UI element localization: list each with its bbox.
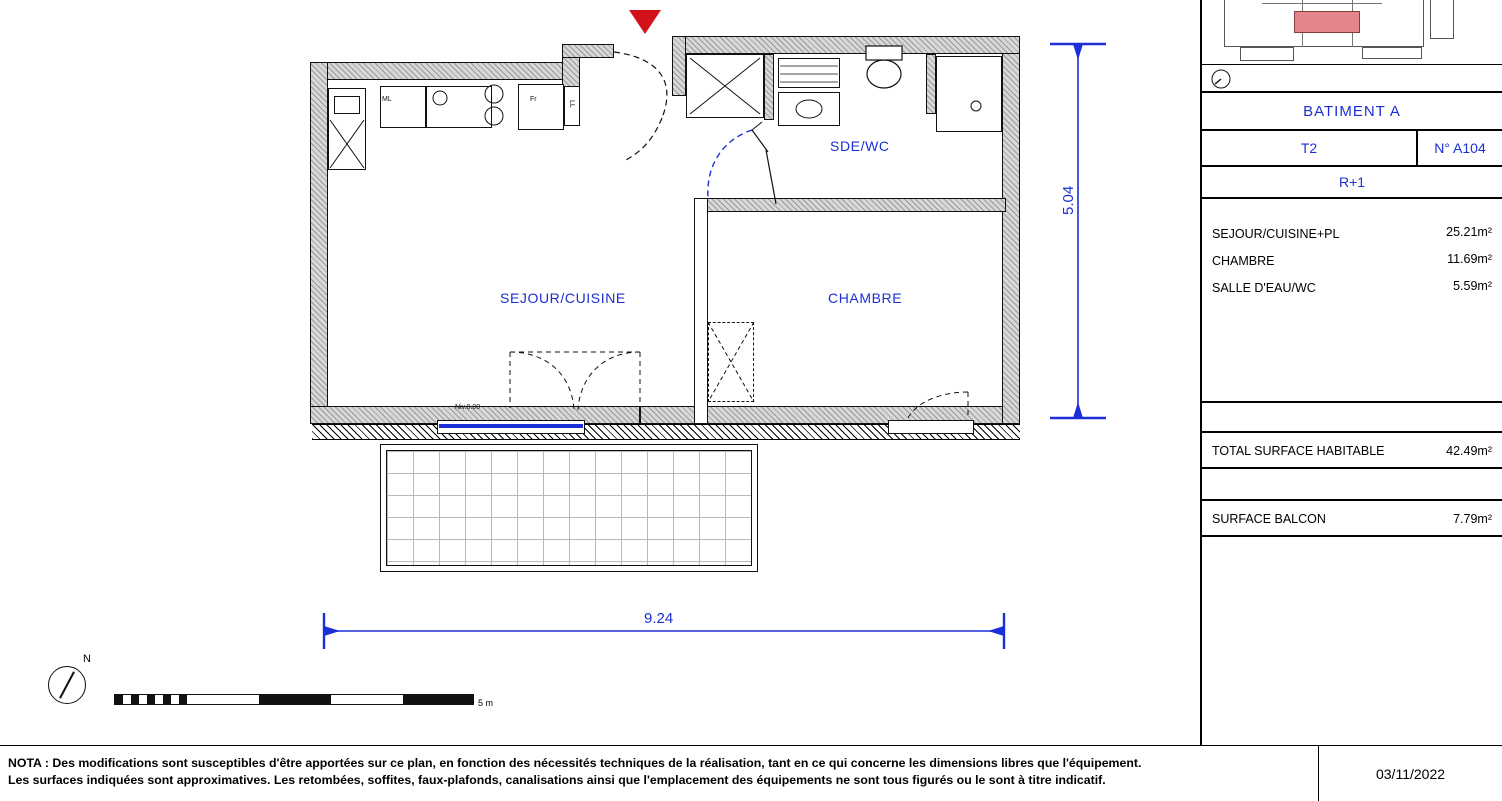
wall-bedroom-partition — [694, 198, 708, 424]
wall-top-left — [310, 62, 580, 80]
window-bedroom — [888, 420, 974, 434]
panel-number-label: N° A104 — [1434, 140, 1486, 156]
panel-surfaces-cell — [1201, 198, 1502, 402]
bathroom-shelf — [778, 58, 840, 88]
nota-line-1: NOTA : Des modifications sont susceptibles d'être apportées sur ce plan, en fonction des nécessités techniques de la réalisation, tant en ce qui concerne les dimensions libres que l'équipement. — [8, 756, 1142, 770]
wall-entry-top — [562, 44, 614, 58]
panel-total-spacer — [1201, 402, 1502, 432]
surface-row — [1212, 225, 1492, 243]
panel-type-label: T2 — [1300, 140, 1318, 156]
wall-bathroom-partition — [694, 198, 1006, 212]
panel-balcony-spacer — [1201, 468, 1502, 500]
panel-level-cell — [1201, 166, 1502, 198]
washing-machine — [380, 86, 426, 128]
kitchen-sink-basin — [334, 96, 360, 114]
window-living-glass — [439, 424, 583, 428]
panel-building-cell — [1201, 92, 1502, 130]
closet-pl — [686, 54, 764, 118]
scale-bar-label: 5 m — [478, 698, 494, 708]
surface-row — [1212, 252, 1492, 270]
panel-building-label: BATIMENT A — [1303, 102, 1401, 120]
nota-text-block — [8, 755, 1308, 789]
wall-entry-right — [672, 36, 686, 96]
room-label-sde-wc: SDE/WC — [830, 138, 890, 154]
surface-value: 25.21m² — [1446, 225, 1492, 239]
fridge — [518, 84, 564, 130]
panel-type-cell — [1201, 130, 1417, 166]
total-label: TOTAL SURFACE HABITABLE — [1212, 444, 1385, 458]
room-label-chambre: CHAMBRE — [828, 290, 903, 306]
panel-total-cell — [1201, 432, 1502, 468]
compass-north-label: N — [83, 653, 91, 665]
wall-shower-partition — [926, 54, 936, 114]
panel-balcony-cell — [1201, 500, 1502, 536]
shower-tray — [936, 56, 1002, 132]
key-plan-footer-cell — [1201, 64, 1502, 92]
scale-bar — [114, 694, 474, 705]
surface-label: CHAMBRE — [1212, 254, 1275, 268]
panel-level-label: R+1 — [1338, 174, 1366, 190]
total-value: 42.49m² — [1446, 444, 1492, 458]
room-label-sejour-cuisine: SEJOUR/CUISINE — [500, 290, 626, 306]
surface-row — [1212, 279, 1492, 297]
bathroom-vanity — [778, 92, 840, 126]
footer-date: 03/11/2022 — [1318, 746, 1502, 801]
north-indicator-icon — [1210, 68, 1232, 90]
entrance-marker-icon — [629, 10, 661, 34]
panel-empty-cell — [1201, 536, 1502, 745]
wall-right-exterior — [1002, 36, 1020, 424]
panel-number-cell — [1417, 130, 1502, 166]
dimension-width: 9.24 — [644, 610, 674, 627]
wall-left-exterior — [310, 62, 328, 422]
fixture-label-ll: LL — [568, 100, 575, 108]
fixture-label-ml: ML — [382, 96, 392, 103]
bedroom-closet — [708, 322, 754, 402]
surface-label: SEJOUR/CUISINE+PL — [1212, 227, 1340, 241]
info-panel — [1200, 0, 1502, 745]
balcony-grid — [386, 450, 752, 566]
level-mark-1: Niv.0.00 — [455, 404, 481, 411]
surface-label: SALLE D'EAU/WC — [1212, 281, 1316, 295]
kitchen-sink — [426, 86, 492, 128]
dimension-height: 5.04 — [1060, 185, 1077, 215]
balcony-surface-value: 7.79m² — [1453, 512, 1492, 526]
footer-nota — [0, 745, 1502, 800]
balcony-surface-label: SURFACE BALCON — [1212, 512, 1326, 526]
wall-top-right — [672, 36, 1020, 54]
surface-value: 5.59m² — [1453, 279, 1492, 293]
wall-wc-partition — [764, 54, 774, 120]
surface-value: 11.69m² — [1447, 252, 1492, 266]
nota-line-2: Les surfaces indiquées sont approximatives. Les retombées, soffites, faux-plafonds, canalisations ainsi que l'emplacement des équipements ne sont tous figurés ou le sont à titre indicatif. — [8, 773, 1106, 787]
fixture-label-fr: Fr — [530, 96, 537, 103]
